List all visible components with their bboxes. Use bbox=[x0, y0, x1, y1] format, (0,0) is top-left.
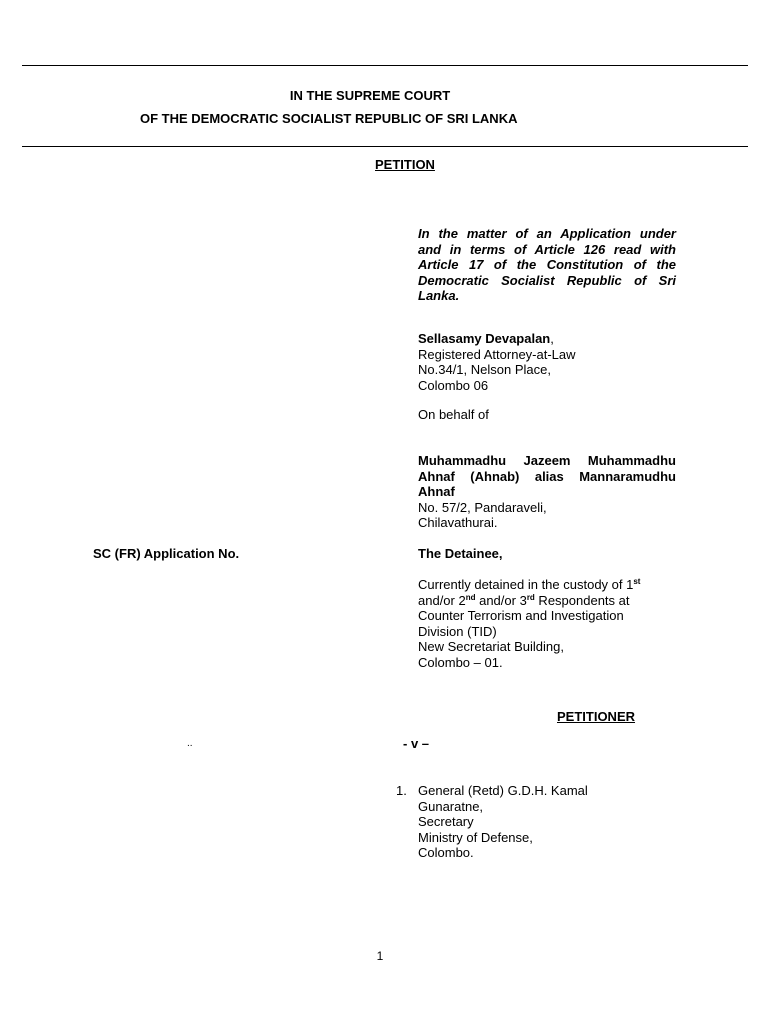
petitioner-label: PETITIONER bbox=[557, 709, 636, 724]
respondent-line: Gunaratne, bbox=[418, 798, 484, 814]
detainee-address2: Chilavathurai. bbox=[418, 515, 498, 530]
custody-text: Respondents at bbox=[534, 592, 630, 608]
petition-title: PETITION bbox=[375, 157, 435, 172]
header-bottom-rule bbox=[22, 146, 748, 147]
attorney-name: Sellasamy Devapalan bbox=[418, 331, 551, 346]
respondent-number: 1. bbox=[396, 783, 407, 798]
custody-sup: rd bbox=[526, 592, 535, 602]
court-heading-line1: IN THE SUPREME COURT bbox=[289, 88, 451, 103]
top-rule bbox=[22, 65, 748, 66]
custody-line1 bbox=[418, 577, 688, 593]
respondent-details bbox=[418, 783, 696, 861]
custody-line3: Counter Terrorism and Investigation bbox=[418, 608, 624, 623]
detainee-name-line: Ahnaf (Ahnab) alias Mannaramudhu bbox=[418, 468, 676, 484]
attorney-address1: No.34/1, Nelson Place, bbox=[418, 362, 551, 377]
respondent-item bbox=[396, 783, 696, 861]
detainee-address1: No. 57/2, Pandaraveli, bbox=[418, 499, 547, 515]
dots-marker: .. bbox=[187, 738, 193, 749]
court-heading bbox=[0, 88, 740, 103]
matter-line: In the matter of an Application under bbox=[418, 226, 676, 241]
versus-label: - v – bbox=[403, 736, 430, 751]
detainee-block bbox=[418, 453, 676, 531]
custody-sup: st bbox=[633, 577, 641, 586]
attorney-title: Registered Attorney-at-Law bbox=[418, 346, 576, 362]
custody-sup: nd bbox=[465, 592, 476, 602]
custody-text: Currently detained in the custody of 1 bbox=[418, 577, 634, 592]
attorney-block bbox=[418, 331, 678, 393]
detainee-name-line: Ahnaf bbox=[418, 484, 455, 499]
detainee-label: The Detainee, bbox=[418, 546, 503, 561]
custody-text: and/or 3 bbox=[475, 592, 527, 608]
custody-block bbox=[418, 577, 688, 670]
matter-line: and in terms of Article 126 read with bbox=[418, 241, 676, 257]
respondent-line: General (Retd) G.D.H. Kamal bbox=[418, 783, 588, 798]
custody-line5: New Secretariat Building, bbox=[418, 639, 564, 654]
matter-block bbox=[418, 226, 676, 304]
custody-line6: Colombo – 01. bbox=[418, 654, 503, 670]
attorney-name-suffix: , bbox=[550, 331, 554, 346]
on-behalf-of: On behalf of bbox=[418, 407, 489, 422]
matter-line: Article 17 of the Constitution of the bbox=[418, 257, 676, 272]
respondent-line: Ministry of Defense, bbox=[418, 829, 533, 845]
custody-line2 bbox=[418, 593, 688, 609]
matter-text bbox=[418, 226, 676, 304]
matter-line: Democratic Socialist Republic of Sri bbox=[418, 272, 676, 288]
application-number-label: SC (FR) Application No. bbox=[93, 546, 240, 561]
respondent-line: Secretary bbox=[418, 814, 474, 829]
detainee-name-line: Muhammadhu Jazeem Muhammadhu bbox=[418, 453, 676, 468]
respondent-line: Colombo. bbox=[418, 845, 474, 860]
attorney-name-line bbox=[418, 331, 678, 347]
custody-line4: Division (TID) bbox=[418, 623, 497, 639]
custody-text: and/or 2 bbox=[418, 592, 466, 608]
matter-line: Lanka. bbox=[418, 288, 460, 303]
attorney-address2: Colombo 06 bbox=[418, 377, 489, 393]
page-number: 1 bbox=[376, 949, 384, 963]
court-heading-line2: OF THE DEMOCRATIC SOCIALIST REPUBLIC OF SRI LANKA bbox=[140, 111, 518, 126]
